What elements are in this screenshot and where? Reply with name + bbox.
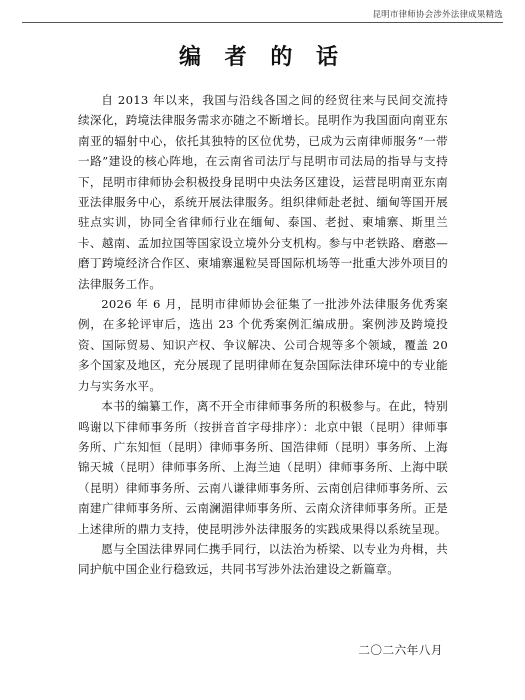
paragraph-1: 自 2013 年以来，我国与沿线各国之间的经贸往来与民间交流持续深化，跨境法律服务需求亦随之不断增长。昆明作为我国面向南亚东南亚的辐射中心，依托其独特的区位优势，已成为云南律师服务“一带一路”建设的核心阵地，在云南省司法厅与昆明市司法局的指导与支持下，昆明市律师协会积极投身昆明中央法务区建设，运营昆明南亚东南亚法律服务中心，系统开展法律服务。组织律师赴老挝、缅甸等国开展驻点实训，协同全省律师行业在缅甸、泰国、老挝、柬埔寨、斯里兰卡、越南、孟加拉国等国家设立境外分支机构。参与中老铁路、磨憨—磨丁跨境经济合作区、柬埔寨暹粒吴哥国际机场等一批重大涉外项目的法律服务工作。 bbox=[78, 93, 448, 291]
page-title: 编 者 的 话 bbox=[179, 44, 346, 70]
paragraph-2: 2026 年 6 月，昆明市律师协会征集了一批涉外法律服务优秀案例，在多轮评审后，选出 23 个优秀案例汇编成册。案例涉及跨境投资、国际贸易、知识产权、争议解决、公司合规等多个领域，覆盖 20 多个国家及地区，充分展现了昆明律师在复杂国际法律环境中的专业能力与实务水平。 bbox=[78, 297, 448, 393]
running-header: 昆明市律师协会涉外法律成果精选 bbox=[372, 10, 503, 20]
date-line: 二〇二六年八月 bbox=[358, 643, 443, 657]
header-divider bbox=[22, 22, 503, 23]
paragraph-4: 愿与全国法律界同仁携手同行，以法治为桥梁、以专业为舟楫，共同护航中国企业行稳致远，共同书写涉外法治建设之新篇章。 bbox=[78, 541, 448, 577]
body-text bbox=[78, 90, 448, 580]
paragraph-3: 本书的编纂工作，离不开全市律师事务所的积极参与。在此，特别鸣谢以下律师事务所（按拼音首字母排序）：北京中银（昆明）律师事务所、广东知恒（昆明）律师事务所、国浩律师（昆明）事务所、上海锦天城（昆明）律师事务所、上海兰迪（昆明）律师事务所、上海中联（昆明）律师事务所、云南八谦律师事务所、云南创启律师事务所、云南建广律师事务所、云南澜湄律师事务所、云南众济律师事务所。正是上述律所的鼎力支持，使昆明涉外法律服务的实践成果得以系统呈现。 bbox=[78, 399, 448, 536]
